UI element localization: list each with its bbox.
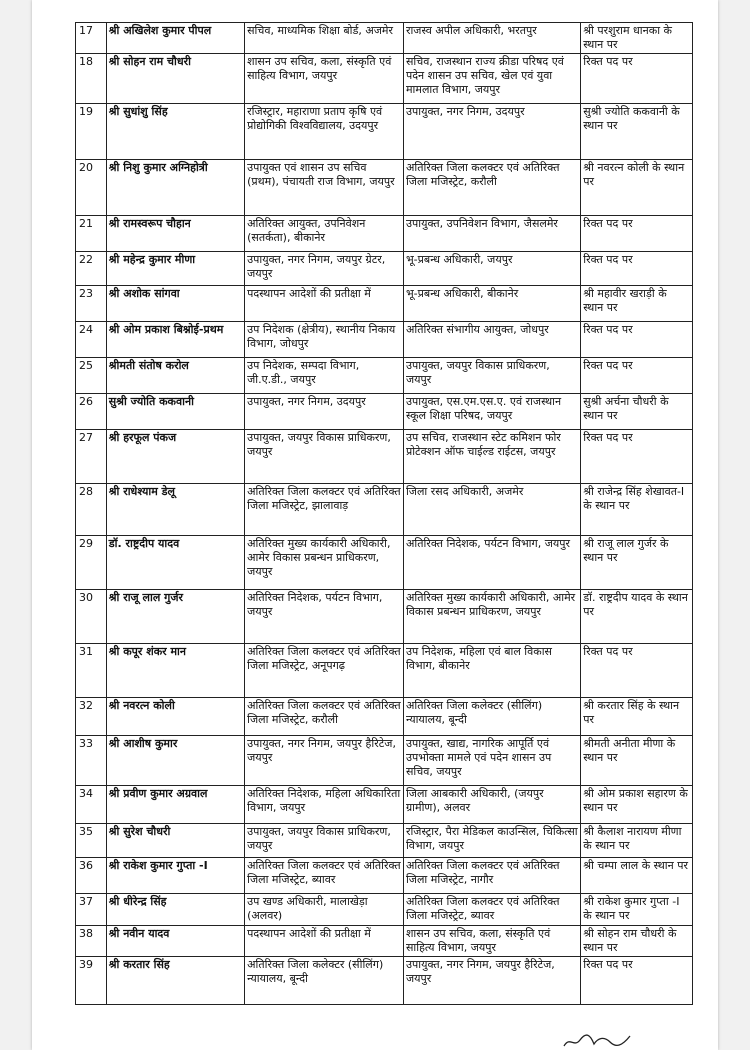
table-row bbox=[76, 736, 693, 786]
cell-vice: श्री राजेन्द्र सिंह शेखावत-I के स्थान पर bbox=[581, 484, 693, 536]
cell-new-post: उपायुक्त, एस.एम.एस.ए. एवं राजस्थान स्कूल शिक्षा परिषद, जयपुर bbox=[403, 394, 580, 430]
cell-current-post: उपायुक्त, जयपुर विकास प्राधिकरण, जयपुर bbox=[245, 824, 404, 858]
cell-current-post: पदस्थापन आदेशों की प्रतीक्षा में bbox=[245, 286, 404, 322]
cell-vice: रिक्त पद पर bbox=[581, 430, 693, 484]
cell-officer-name: श्री सोहन राम चौधरी bbox=[106, 54, 244, 104]
cell-serial: 39 bbox=[76, 957, 107, 1005]
cell-current-post: अतिरिक्त जिला कलक्टर एवं अतिरिक्त जिला मजिस्ट्रेट, अनूपगढ़ bbox=[245, 644, 404, 698]
cell-new-post: रजिस्ट्रार, पैरा मेडिकल काउन्सिल, चिकित्सा विभाग, जयपुर bbox=[403, 824, 580, 858]
cell-vice: सुश्री अर्चना चौधरी के स्थान पर bbox=[581, 394, 693, 430]
cell-new-post: जिला आबकारी अधिकारी, (जयपुर ग्रामीण), अलवर bbox=[403, 786, 580, 824]
cell-officer-name: श्री राकेश कुमार गुप्ता -I bbox=[106, 858, 244, 894]
cell-officer-name: श्री धीरेन्द्र सिंह bbox=[106, 894, 244, 926]
cell-officer-name: श्री राधेश्याम डेलू bbox=[106, 484, 244, 536]
table-row bbox=[76, 786, 693, 824]
cell-officer-name: श्री निशु कुमार अग्निहोत्री bbox=[106, 160, 244, 216]
table-row bbox=[76, 216, 693, 252]
cell-new-post: अतिरिक्त जिला कलक्टर एवं अतिरिक्त जिला मजिस्ट्रेट, नागौर bbox=[403, 858, 580, 894]
cell-new-post: उपायुक्त, नगर निगम, उदयपुर bbox=[403, 104, 580, 160]
table-row bbox=[76, 484, 693, 536]
table-row bbox=[76, 104, 693, 160]
cell-new-post: उपायुक्त, नगर निगम, जयपुर हैरिटेज, जयपुर bbox=[403, 957, 580, 1005]
table-row bbox=[76, 160, 693, 216]
cell-new-post: अतिरिक्त संभागीय आयुक्त, जोधपुर bbox=[403, 322, 580, 358]
cell-serial: 38 bbox=[76, 926, 107, 957]
cell-vice: श्री चम्पा लाल के स्थान पर bbox=[581, 858, 693, 894]
cell-vice: श्री परशुराम धानका के स्थान पर bbox=[581, 23, 693, 54]
table-row bbox=[76, 252, 693, 286]
cell-serial: 29 bbox=[76, 536, 107, 590]
cell-new-post: अतिरिक्त जिला कलक्टर एवं अतिरिक्त जिला मजिस्ट्रेट, ब्यावर bbox=[403, 894, 580, 926]
table-row bbox=[76, 358, 693, 394]
table-row bbox=[76, 430, 693, 484]
cell-officer-name: श्री कपूर शंकर मान bbox=[106, 644, 244, 698]
table-row bbox=[76, 926, 693, 957]
table-row bbox=[76, 858, 693, 894]
cell-current-post: अतिरिक्त निदेशक, पर्यटन विभाग, जयपुर bbox=[245, 590, 404, 644]
cell-current-post: अतिरिक्त जिला कलेक्टर (सीलिंग) न्यायालय, बून्दी bbox=[245, 957, 404, 1005]
cell-vice: श्री महावीर खराड़ी के स्थान पर bbox=[581, 286, 693, 322]
cell-officer-name: श्री अखिलेश कुमार पीपल bbox=[106, 23, 244, 54]
cell-current-post: अतिरिक्त जिला कलक्टर एवं अतिरिक्त जिला मजिस्ट्रेट, झालावाड़ bbox=[245, 484, 404, 536]
cell-officer-name: श्री नवीन यादव bbox=[106, 926, 244, 957]
cell-current-post: उप निदेशक, सम्पदा विभाग, जी.ए.डी., जयपुर bbox=[245, 358, 404, 394]
cell-serial: 25 bbox=[76, 358, 107, 394]
table-row bbox=[76, 644, 693, 698]
cell-serial: 28 bbox=[76, 484, 107, 536]
cell-new-post: अतिरिक्त जिला कलक्टर एवं अतिरिक्त जिला मजिस्ट्रेट, करौली bbox=[403, 160, 580, 216]
cell-vice: श्री ओम प्रकाश सहारण के स्थान पर bbox=[581, 786, 693, 824]
cell-officer-name: श्री नवरत्न कोली bbox=[106, 698, 244, 736]
cell-vice: श्री नवरत्न कोली के स्थान पर bbox=[581, 160, 693, 216]
cell-serial: 32 bbox=[76, 698, 107, 736]
cell-vice: रिक्त पद पर bbox=[581, 957, 693, 1005]
cell-vice: श्रीमती अनीता मीणा के स्थान पर bbox=[581, 736, 693, 786]
cell-serial: 36 bbox=[76, 858, 107, 894]
cell-current-post: उपायुक्त, जयपुर विकास प्राधिकरण, जयपुर bbox=[245, 430, 404, 484]
cell-serial: 21 bbox=[76, 216, 107, 252]
cell-new-post: उप निदेशक, महिला एवं बाल विकास विभाग, बीकानेर bbox=[403, 644, 580, 698]
cell-vice: रिक्त पद पर bbox=[581, 216, 693, 252]
cell-new-post: अतिरिक्त निदेशक, पर्यटन विभाग, जयपुर bbox=[403, 536, 580, 590]
cell-vice: श्री सोहन राम चौधरी के स्थान पर bbox=[581, 926, 693, 957]
cell-officer-name: श्री प्रवीण कुमार अग्रवाल bbox=[106, 786, 244, 824]
cell-serial: 31 bbox=[76, 644, 107, 698]
cell-officer-name: डॉ. राष्ट्रदीप यादव bbox=[106, 536, 244, 590]
cell-serial: 19 bbox=[76, 104, 107, 160]
cell-vice: डॉ. राष्ट्रदीप यादव के स्थान पर bbox=[581, 590, 693, 644]
cell-officer-name: श्री सुरेश चौधरी bbox=[106, 824, 244, 858]
table-row bbox=[76, 286, 693, 322]
cell-officer-name: सुश्री ज्योति ककवानी bbox=[106, 394, 244, 430]
table-row bbox=[76, 590, 693, 644]
cell-vice: रिक्त पद पर bbox=[581, 644, 693, 698]
cell-new-post: उपायुक्त, खाद्य, नागरिक आपूर्ति एवं उपभोक्ता मामले एवं पदेन शासन उप सचिव, जयपुर bbox=[403, 736, 580, 786]
cell-serial: 18 bbox=[76, 54, 107, 104]
cell-current-post: शासन उप सचिव, कला, संस्कृति एवं साहित्य विभाग, जयपुर bbox=[245, 54, 404, 104]
cell-new-post: अतिरिक्त जिला कलेक्टर (सीलिंग) न्यायालय, बून्दी bbox=[403, 698, 580, 736]
cell-serial: 35 bbox=[76, 824, 107, 858]
cell-current-post: उपायुक्त, नगर निगम, जयपुर हैरिटेज, जयपुर bbox=[245, 736, 404, 786]
cell-officer-name: श्री राजू लाल गुर्जर bbox=[106, 590, 244, 644]
cell-vice: रिक्त पद पर bbox=[581, 322, 693, 358]
cell-serial: 17 bbox=[76, 23, 107, 54]
cell-current-post: उपायुक्त, नगर निगम, उदयपुर bbox=[245, 394, 404, 430]
cell-vice: श्री कैलाश नारायण मीणा के स्थान पर bbox=[581, 824, 693, 858]
table-row bbox=[76, 394, 693, 430]
cell-current-post: उप निदेशक (क्षेत्रीय), स्थानीय निकाय विभाग, जोधपुर bbox=[245, 322, 404, 358]
cell-serial: 33 bbox=[76, 736, 107, 786]
cell-serial: 30 bbox=[76, 590, 107, 644]
cell-current-post: उपायुक्त एवं शासन उप सचिव (प्रथम), पंचायती राज विभाग, जयपुर bbox=[245, 160, 404, 216]
cell-serial: 34 bbox=[76, 786, 107, 824]
cell-officer-name: श्री आशीष कुमार bbox=[106, 736, 244, 786]
cell-officer-name: श्री करतार सिंह bbox=[106, 957, 244, 1005]
cell-current-post: अतिरिक्त मुख्य कार्यकारी अधिकारी, आमेर विकास प्रबन्धन प्राधिकरण, जयपुर bbox=[245, 536, 404, 590]
table-row bbox=[76, 322, 693, 358]
table-row bbox=[76, 894, 693, 926]
table-row bbox=[76, 698, 693, 736]
cell-current-post: उपायुक्त, नगर निगम, जयपुर ग्रेटर, जयपुर bbox=[245, 252, 404, 286]
cell-officer-name: श्री महेन्द्र कुमार मीणा bbox=[106, 252, 244, 286]
cell-current-post: रजिस्ट्रार, महाराणा प्रताप कृषि एवं प्रोद्योगिकी विश्वविद्यालय, उदयपुर bbox=[245, 104, 404, 160]
cell-vice: रिक्त पद पर bbox=[581, 252, 693, 286]
cell-new-post: उप सचिव, राजस्थान स्टेट कमिशन फोर प्रोटेक्शन ऑफ चाईल्ड राईटस, जयपुर bbox=[403, 430, 580, 484]
cell-vice: श्री राजू लाल गुर्जर के स्थान पर bbox=[581, 536, 693, 590]
table-body bbox=[76, 23, 693, 1005]
cell-current-post: उप खण्ड अधिकारी, मालाखेड़ा (अलवर) bbox=[245, 894, 404, 926]
cell-officer-name: श्री हरफूल पंकज bbox=[106, 430, 244, 484]
cell-serial: 22 bbox=[76, 252, 107, 286]
cell-vice: रिक्त पद पर bbox=[581, 54, 693, 104]
cell-new-post: उपायुक्त, उपनिवेशन विभाग, जैसलमेर bbox=[403, 216, 580, 252]
signature-mark bbox=[560, 1030, 640, 1050]
cell-officer-name: श्री रामस्वरूप चौहान bbox=[106, 216, 244, 252]
cell-new-post: सचिव, राजस्थान राज्य क्रीडा परिषद एवं पदेन शासन उप सचिव, खेल एवं युवा मामलात विभाग, जयपुर bbox=[403, 54, 580, 104]
cell-current-post: अतिरिक्त जिला कलक्टर एवं अतिरिक्त जिला मजिस्ट्रेट, ब्यावर bbox=[245, 858, 404, 894]
cell-serial: 23 bbox=[76, 286, 107, 322]
cell-officer-name: श्री अशोक सांगवा bbox=[106, 286, 244, 322]
table-row bbox=[76, 536, 693, 590]
cell-new-post: राजस्व अपील अधिकारी, भरतपुर bbox=[403, 23, 580, 54]
cell-new-post: जिला रसद अधिकारी, अजमेर bbox=[403, 484, 580, 536]
cell-current-post: सचिव, माध्यमिक शिक्षा बोर्ड, अजमेर bbox=[245, 23, 404, 54]
table-row bbox=[76, 23, 693, 54]
cell-new-post: भू-प्रबन्ध अधिकारी, जयपुर bbox=[403, 252, 580, 286]
cell-serial: 27 bbox=[76, 430, 107, 484]
table-row bbox=[76, 824, 693, 858]
cell-new-post: अतिरिक्त मुख्य कार्यकारी अधिकारी, आमेर विकास प्रबन्धन प्राधिकरण, जयपुर bbox=[403, 590, 580, 644]
cell-serial: 20 bbox=[76, 160, 107, 216]
cell-vice: श्री राकेश कुमार गुप्ता -I के स्थान पर bbox=[581, 894, 693, 926]
cell-current-post: पदस्थापन आदेशों की प्रतीक्षा में bbox=[245, 926, 404, 957]
cell-vice: रिक्त पद पर bbox=[581, 358, 693, 394]
table-row bbox=[76, 957, 693, 1005]
cell-current-post: अतिरिक्त जिला कलक्टर एवं अतिरिक्त जिला मजिस्ट्रेट, करौली bbox=[245, 698, 404, 736]
cell-serial: 37 bbox=[76, 894, 107, 926]
table-row bbox=[76, 54, 693, 104]
cell-new-post: शासन उप सचिव, कला, संस्कृति एवं साहित्य विभाग, जयपुर bbox=[403, 926, 580, 957]
cell-officer-name: श्री सुधांशु सिंह bbox=[106, 104, 244, 160]
cell-new-post: भू-प्रबन्ध अधिकारी, बीकानेर bbox=[403, 286, 580, 322]
cell-vice: श्री करतार सिंह के स्थान पर bbox=[581, 698, 693, 736]
cell-new-post: उपायुक्त, जयपुर विकास प्राधिकरण, जयपुर bbox=[403, 358, 580, 394]
cell-officer-name: श्रीमती संतोष करोल bbox=[106, 358, 244, 394]
cell-vice: सुश्री ज्योति ककवानी के स्थान पर bbox=[581, 104, 693, 160]
cell-serial: 26 bbox=[76, 394, 107, 430]
cell-current-post: अतिरिक्त आयुक्त, उपनिवेशन (सतर्कता), बीकानेर bbox=[245, 216, 404, 252]
cell-serial: 24 bbox=[76, 322, 107, 358]
transfer-order-table bbox=[75, 22, 693, 1005]
cell-officer-name: श्री ओम प्रकाश बिश्नोई-प्रथम bbox=[106, 322, 244, 358]
cell-current-post: अतिरिक्त निदेशक, महिला अधिकारिता विभाग, जयपुर bbox=[245, 786, 404, 824]
